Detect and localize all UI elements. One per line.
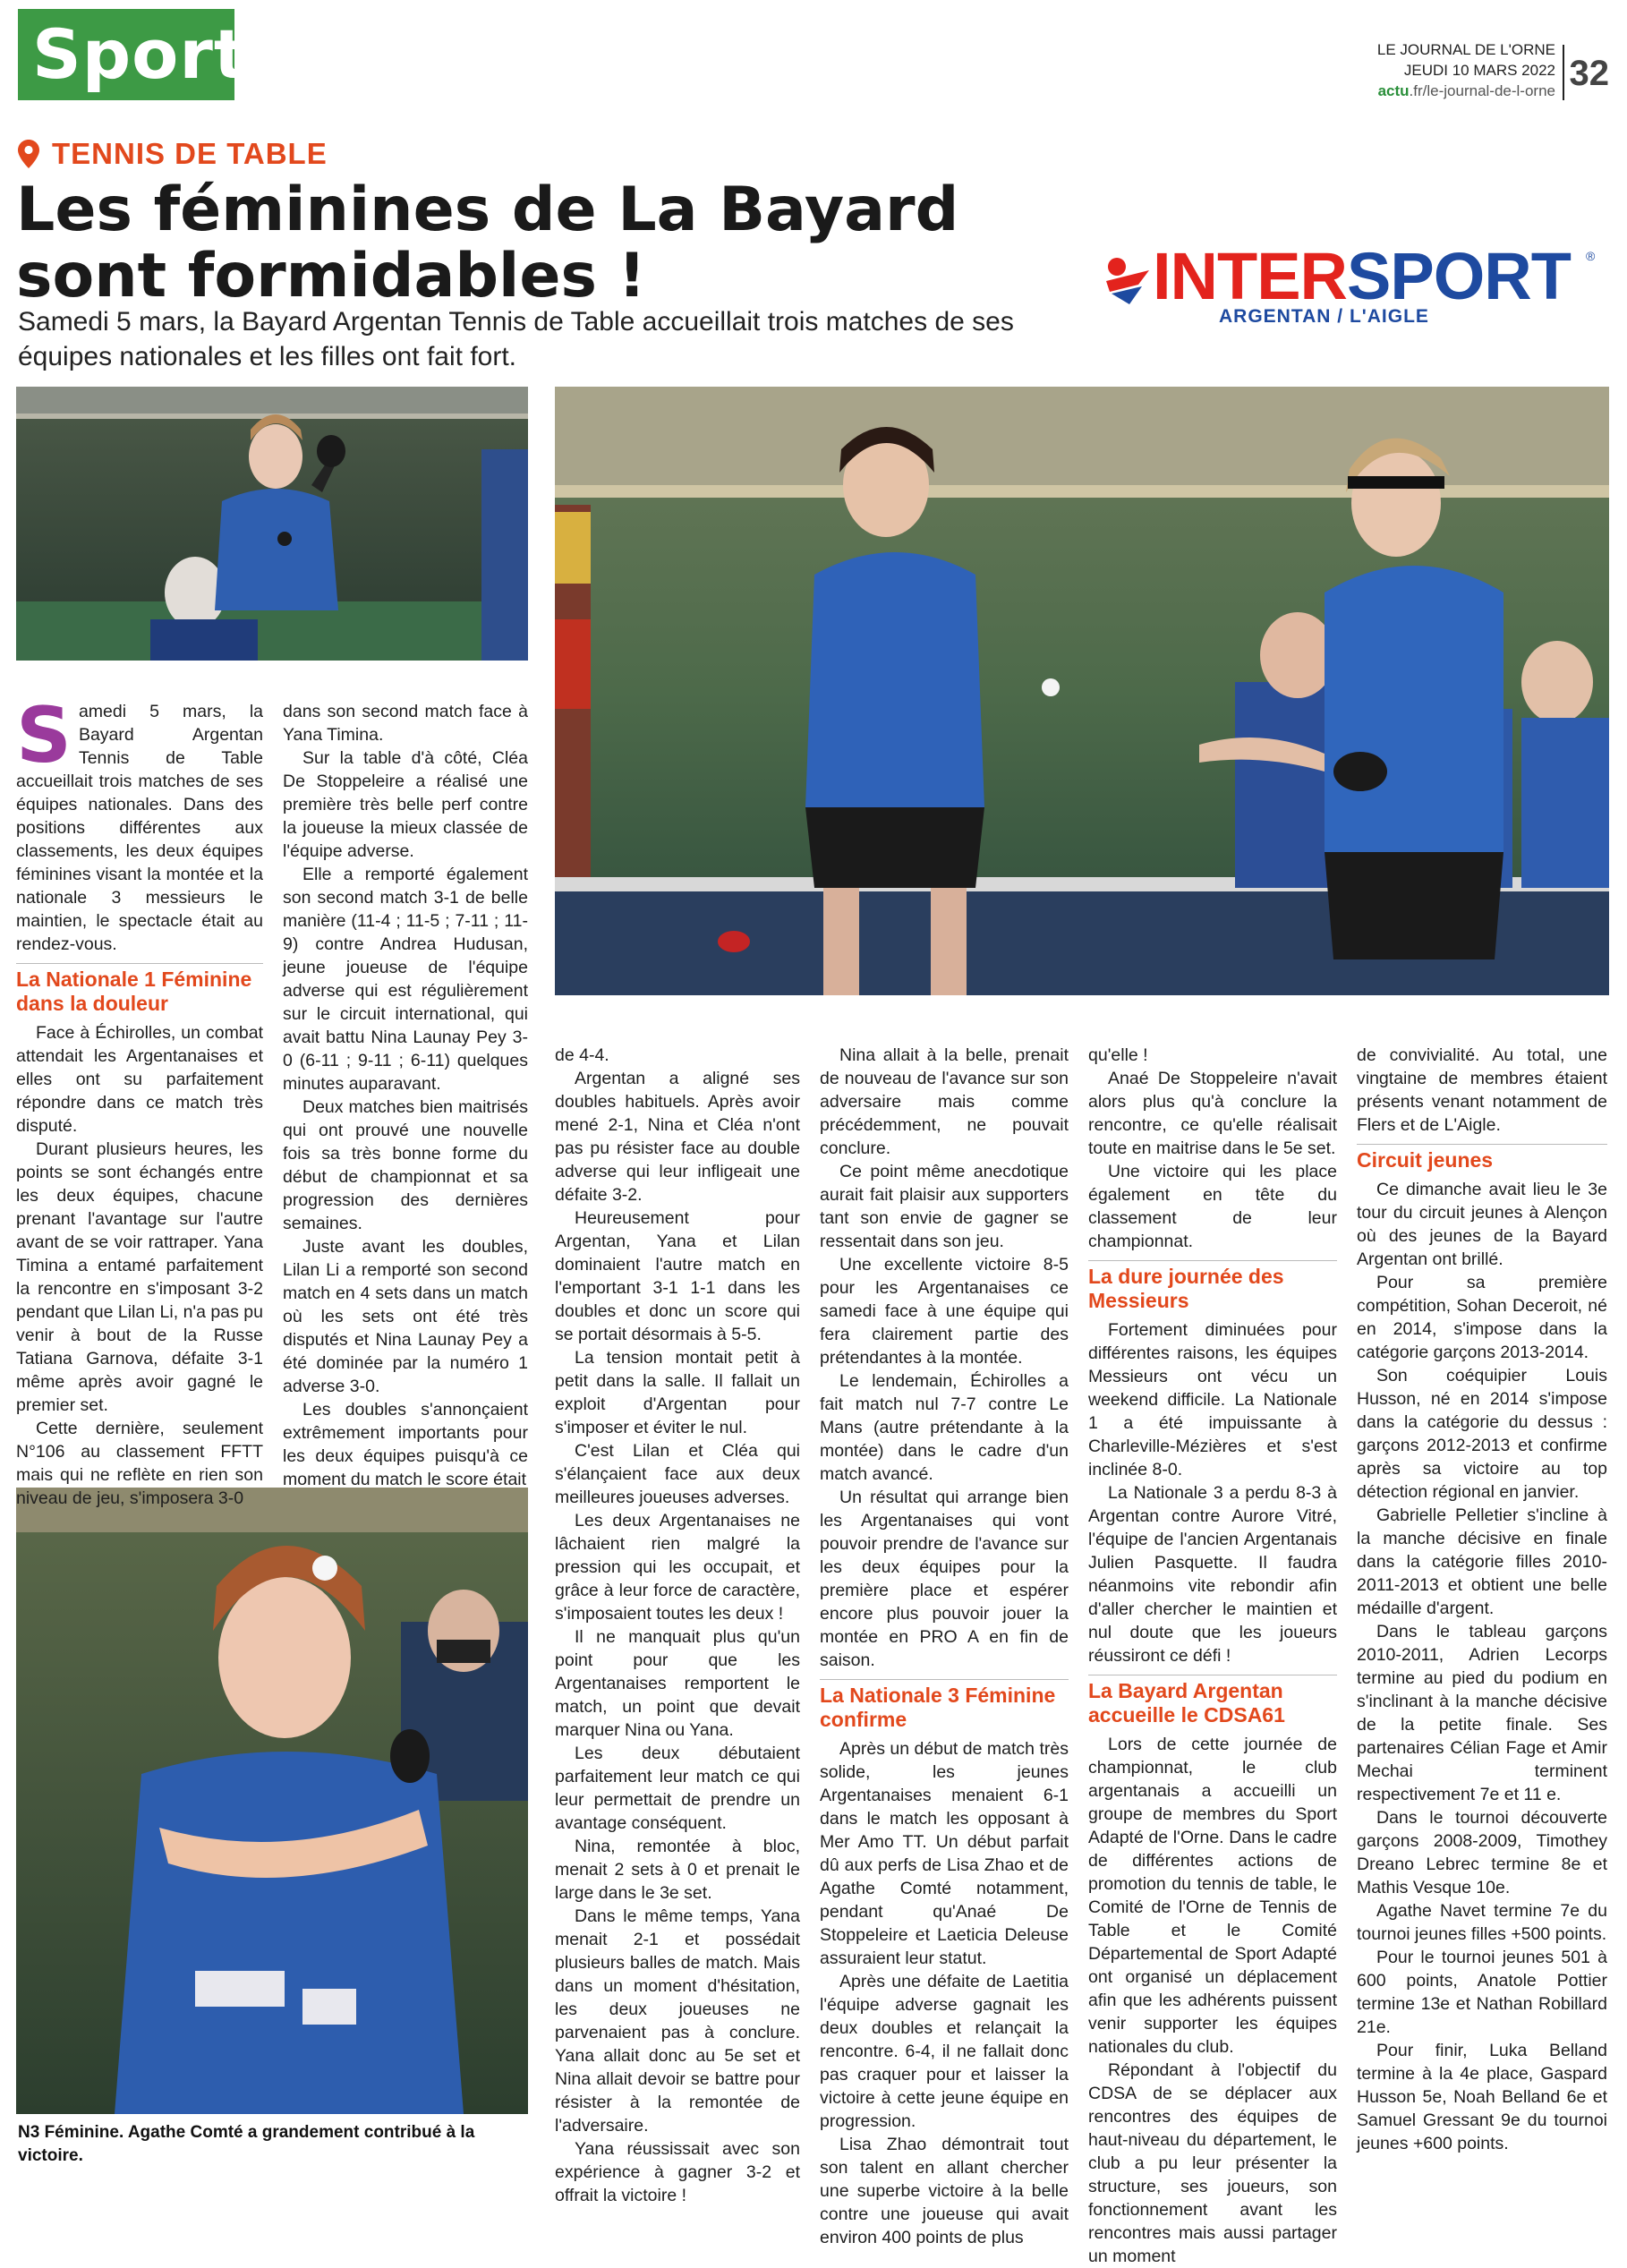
paragraph-text: C'est Lilan et Cléa qui s'élançaient face aux deux meilleures joueuses adverses. — [555, 1441, 800, 1507]
paragraph-text: Yana réussissait avec son expérience à gagner 3-2 et offrait la victoire ! — [555, 2139, 800, 2205]
paragraph-text: Pour finir, Luka Belland termine à la 4e place, Gaspard Husson 5e, Noah Belland 6e et Samuel Gressant 9e du tournoi jeunes +600 points. — [1357, 2041, 1607, 2153]
website-link[interactable] — [1377, 81, 1555, 101]
headline-line-1: Les féminines de La Bayard — [16, 175, 959, 245]
paragraph-text: Deux matches bien maitrisés qui ont prouvé une nouvelle fois sa très bonne forme du début de championnat et sa progression des dernières semaines. — [283, 1097, 528, 1233]
paragraph-text: Juste avant les doubles, Lilan Li a remporté son second match en 4 sets dans un match où les sets ont été très disputés et Nina Launay Pey a été dominée par la numéro 1 adverse 3-0. — [283, 1237, 528, 1396]
paragraph — [1088, 2059, 1337, 2268]
headline-line-2: sont formidables ! — [16, 241, 646, 311]
paragraph-text: Son coéquipier Louis Husson, né en 2014 s'impose dans la catégorie du dessus : garçons 2012-2013 et confirme après sa victoire au top détection régional en janvier. — [1357, 1366, 1607, 1502]
photo-caption: N3 Féminine. Agathe Comté a grandement contribué à la victoire. — [18, 2123, 475, 2165]
paragraph — [820, 1737, 1069, 1970]
paragraph-text: Durant plusieurs heures, les points se sont échangés entre les deux équipes, chacune prenant l'avantage sur l'autre avant de se voir rattraper. Yana Timina a entamé parfaitement la rencontre en s'imposant 3-2 pendant que Lilan Li, n'a pas pu venir à bout de la Russe Tatiana Garnova, défaite 3-1 même après avoir gagné le premier set. — [16, 1139, 263, 1415]
newspaper-name: LE JOURNAL DE L'ORNE — [1376, 41, 1555, 58]
paragraph-text: Lors de cette journée de championnat, le club argentanais a accueilli un groupe de membres du Sport Adapté de l'Orne. Dans le cadre de différentes actions de promotion du tennis de table, le Comité de l'Orne de Tennis de Table et le Comité Départemental de Sport Adapté ont organisé un déplacement afin que les adhérents puissent venir supporter les équipes nationales du club. — [1088, 1735, 1337, 2057]
paragraph-text: Heureusement pour Argentan, Yana et Lilan dominaient l'autre match en l'emportant 3-1 1-1 dans les doubles et donc un score qui se portait désormais à 5-5. — [555, 1208, 800, 1344]
paragraph — [555, 1067, 800, 1206]
paragraph — [555, 1439, 800, 1509]
paragraph — [1088, 1481, 1337, 1667]
article-column-2 — [283, 700, 528, 1488]
paragraph-text: Gabrielle Pelletier s'incline à la manche décisive en finale dans la catégorie filles 2010-2011-2013 et obtient une belle médaille d'argent. — [1357, 1505, 1607, 1618]
standfirst: Samedi 5 mars, la Bayard Argentan Tennis de Table accueillait trois matches de ses équipes nationales et les filles ont fait fort. — [18, 307, 1014, 371]
subheading: La Nationale 1 Féminine dans la douleur — [16, 963, 263, 1016]
intersport-ad-logo[interactable] — [1103, 239, 1597, 335]
rubric — [18, 136, 328, 172]
paragraph-text: Une victoire qui les place également en tête du classement de leur championnat. — [1088, 1162, 1337, 1251]
paragraph-text: Les deux débutaient parfaitement leur match ce qui leur permettait de prendre un avantage conséquent. — [555, 1744, 800, 1833]
paragraph-text: La Nationale 3 a perdu 8-3 à Argentan contre Aurore Vitré, l'équipe de l'ancien Argentanais Julien Pasquette. Il faudra néanmoins vite rebondir afin d'aller chercher le maintien et nul doute que les joueurs réussiront ce défi ! — [1088, 1483, 1337, 1666]
paragraph — [820, 1369, 1069, 1486]
paragraph-text: Un résultat qui arrange bien les Argentanaises qui vont pouvoir prendre de l'avance sur les deux équipes pour la première place et espérer encore plus pouvoir jouer la montée en PRO A en fin de saison. — [820, 1488, 1069, 1670]
paragraph-text: amedi 5 mars, la Bayard Argentan Tennis de Table accueillait trois matches de ses équipes nationales. Dans des positions différentes aux classements, les deux équipes féminines visant la montée et la nationale 3 messieurs le maintien, le spectacle était au rendez-vous. — [16, 702, 263, 954]
paragraph — [16, 1417, 263, 1510]
paragraph — [1357, 2039, 1607, 2155]
paragraph-text: Face à Échirolles, un combat attendait les Argentanaises et elles ont su parfaitement répondre dans ce match très disputé. — [16, 1023, 263, 1136]
article-column-5 — [1088, 1044, 1337, 2266]
issue-date: JEUDI 10 MARS 2022 — [1403, 62, 1555, 79]
paragraph-text: Une excellente victoire 8-5 pour les Argentanaises ce samedi face à une équipe qui fera clairement partie des prétendantes à la montée. — [820, 1255, 1069, 1368]
paragraph — [555, 2137, 800, 2207]
paragraph-text: de convivialité. Au total, une vingtaine de membres étaient présents venant notamment de Flers et de L'Aigle. — [1357, 1045, 1607, 1135]
paragraph-text: Dans le tableau garçons 2010-2011, Adrien Lecorps termine au pied du podium en s'inclinant à la manche décisive de la petite finale. Ses partenaires Célian Fage et Amir Mechai terminent respectivement 7e et 11 e. — [1357, 1622, 1607, 1804]
paragraph-text: dans son second match face à Yana Timina. — [283, 702, 528, 745]
paragraph — [555, 1044, 800, 1067]
paragraph — [283, 863, 528, 1096]
paragraph — [1357, 1806, 1607, 1899]
site-domain: actu — [1377, 82, 1410, 99]
paragraph — [555, 1206, 800, 1346]
paragraph-text: Pour sa première compétition, Sohan Deceroit, né en 2014, s'impose dans la catégorie garçons 2013-2014. — [1357, 1273, 1607, 1362]
paragraph — [820, 1970, 1069, 2133]
paragraph — [820, 1486, 1069, 1672]
paragraph — [1088, 1733, 1337, 2059]
subheading: La Bayard Argentan accueille le CDSA61 — [1088, 1675, 1337, 1727]
paragraph — [555, 1905, 800, 2137]
paragraph — [555, 1346, 800, 1439]
paragraph-text: Anaé De Stoppeleire n'avait alors plus qu'à conclure la rencontre, ce qu'elle réalisait toute en maitrise dans le 5e set. — [1088, 1069, 1337, 1158]
paragraph-text: Argentan a aligné ses doubles habituels. Après avoir mené 2-1, Nina et Cléa n'ont pas pu résister face au double adverse qui leur infligeait une défaite 3-2. — [555, 1069, 800, 1205]
paragraph-text: Répondant à l'objectif du CDSA de se déplacer aux rencontres des équipes de haut-niveau du département, le club a pu leur présenter la structure, ses joueurs, son fonctionnement avant les rencontres mais aussi partager un moment — [1088, 2060, 1337, 2266]
paragraph-text: Les doubles s'annonçaient extrêmement importants pour les deux équipes puisqu'à ce moment du match le score était — [283, 1400, 528, 1489]
paragraph — [555, 1625, 800, 1742]
paragraph-text: Pour le tournoi jeunes 501 à 600 points, Anatole Pottier termine 13e et Nathan Robillard 21e. — [1357, 1948, 1607, 2037]
masthead-divider — [1563, 45, 1564, 100]
paragraph-text: Il ne manquait plus qu'un point pour que les Argentanaises remportent le match, un point que devait marquer Nina ou Yana. — [555, 1627, 800, 1740]
masthead — [1377, 39, 1555, 101]
paragraph — [1357, 1620, 1607, 1806]
paragraph-text: Ce point même anecdotique aurait fait plaisir aux supporters tant son envie de gagner se ressentait dans son jeu. — [820, 1162, 1069, 1251]
paragraph-text: Fortement diminuées pour différentes raisons, les équipes Messieurs ont vécu un weekend difficile. La Nationale 1 a été impuissante à Charleville-Mézières et s'est inclinée 8-0. — [1088, 1320, 1337, 1479]
paragraph-text: Après un début de match très solide, les jeunes Argentanaises menaient 6-1 dans le match les opposant à Mer Amo TT. Un début parfait dû aux perfs de Lisa Zhao et de Agathe Comté notamment, pendant qu'Anaé De Stoppeleire et Laeticia Deleuse assuraient leur statut. — [820, 1739, 1069, 1968]
paragraph — [820, 2133, 1069, 2249]
paragraph-text: Les deux Argentanaises ne lâchaient rien malgré la pression qui les occupait, et grâce à leur force de caractère, s'imposaient toutes les deux ! — [555, 1511, 800, 1624]
subheading: Circuit jeunes — [1357, 1144, 1607, 1172]
section-badge: Sport — [18, 9, 234, 100]
paragraph-text: Elle a remporté également son second match 3-1 de belle manière (11-4 ; 11-5 ; 7-11 ; 11-9) contre Andrea Hudusan, jeune joueuse de l'équipe adverse qui est régulièrement sur le circuit international, qui avait battu Nina Launay Pey 3-0 (6-11 ; 9-11 ; 6-11) quelques minutes auparavant. — [283, 865, 528, 1094]
paragraph — [1088, 1067, 1337, 1160]
page-number: 32 — [1569, 54, 1609, 93]
paragraph — [1088, 1044, 1337, 1067]
brand-part-inter: INTER — [1153, 239, 1347, 313]
intersport-subtitle: ARGENTAN / L'AIGLE — [1219, 306, 1429, 327]
intersport-wordmark — [1153, 238, 1571, 314]
subheading: La Nationale 3 Féminine confirme — [820, 1679, 1069, 1732]
paragraph-text: La tension montait petit à petit dans la salle. Il fallait un exploit d'Argentan pour s'imposer et éviter le nul. — [555, 1348, 800, 1437]
paragraph — [820, 1253, 1069, 1369]
paragraph-text: Dans le tournoi découverte garçons 2008-2009, Timothey Dreano Lebrec termine 8e et Mathis Vesque 10e. — [1357, 1808, 1607, 1897]
subheading: La dure journée des Messieurs — [1088, 1260, 1337, 1313]
paragraph-text: Lisa Zhao démontrait tout son talent en allant chercher une superbe victoire à la belle contre une joueuse qui avait environ 400 points de plus — [820, 2135, 1069, 2247]
paragraph — [1088, 1160, 1337, 1253]
map-pin-icon — [18, 140, 39, 168]
headline — [16, 177, 1054, 310]
article-column-1 — [16, 691, 263, 1508]
paragraph — [1357, 1899, 1607, 1946]
paragraph-text: Ce dimanche avait lieu le 3e tour du circuit jeunes à Alençon où des jeunes de la Bayard Argentan ont brillé. — [1357, 1180, 1607, 1269]
brand-part-sport: SPORT — [1347, 239, 1571, 313]
paragraph-text: Cette dernière, seulement N°106 au classement FFTT mais qui ne reflète en rien son niveau de jeu, s'imposera 3-0 — [16, 1419, 263, 1508]
paragraph — [16, 1021, 263, 1138]
photo-doubles-pair — [555, 387, 1609, 995]
paragraph — [1357, 1178, 1607, 1271]
paragraph — [1357, 1271, 1607, 1364]
paragraph-text: Nina, remontée à bloc, menait 2 sets à 0 et prenait le large dans le 3e set. — [555, 1837, 800, 1903]
paragraph — [555, 1835, 800, 1905]
paragraph-text: de 4-4. — [555, 1045, 609, 1065]
paragraph — [283, 700, 528, 746]
paragraph — [820, 1160, 1069, 1253]
registered-mark: ® — [1586, 249, 1596, 263]
paragraph-text: Sur la table d'à côté, Cléa De Stoppeleire a réalisé une première très belle perf contre la joueuse la mieux classée de l'équipe adverse. — [283, 748, 528, 861]
paragraph — [283, 1096, 528, 1235]
paragraph — [283, 746, 528, 863]
paragraph — [555, 1509, 800, 1625]
intersport-mark-icon — [1103, 254, 1153, 308]
article-column-3 — [555, 1044, 800, 2205]
photo-agathe-comte — [16, 1488, 528, 2114]
paragraph — [283, 1235, 528, 1398]
site-path: .fr/le-journal-de-l-orne — [1409, 82, 1555, 99]
drop-cap: S — [16, 691, 72, 780]
article-column-4 — [820, 1044, 1069, 2247]
paragraph — [1357, 1504, 1607, 1620]
paragraph — [1357, 1044, 1607, 1137]
paragraph-text: qu'elle ! — [1088, 1045, 1148, 1065]
rubric-label: TENNIS DE TABLE — [52, 137, 328, 170]
paragraph — [1357, 1946, 1607, 2039]
paragraph — [555, 1742, 800, 1835]
paragraph — [16, 691, 263, 956]
paragraph-text: Le lendemain, Échirolles a fait match nul 7-7 contre Le Mans (autre prétendante à la montée) dans le cadre d'un match avancé. — [820, 1371, 1069, 1484]
paragraph — [16, 1138, 263, 1417]
paragraph-text: Nina allait à la belle, prenait de nouveau de l'avance sur son adversaire mais comme précédemment, ne pouvait conclure. — [820, 1045, 1069, 1158]
paragraph-text: Agathe Navet termine 7e du tournoi jeunes filles +500 points. — [1357, 1901, 1607, 1944]
paragraph — [283, 1398, 528, 1491]
paragraph-text: Après une défaite de Laetitia l'équipe adverse gagnait les deux doubles et relançait la rencontre. 6-4, il ne fallait donc pas craquer pour et laisser la victoire à cette jeune équipe en progression. — [820, 1972, 1069, 2131]
paragraph-text: Dans le même temps, Yana menait 2-1 et possédait plusieurs balles de match. Mais dans un moment d'hésitation, les deux joueuses ne parvenaient pas à conclure. Yana allait donc au 5e set et Nina allait devoir se battre pour résister à la remontée de l'adversaire. — [555, 1906, 800, 2136]
paragraph — [1088, 1318, 1337, 1481]
paragraph — [1357, 1364, 1607, 1504]
photo-player-serving — [16, 387, 528, 661]
article-column-6 — [1357, 1044, 1607, 2177]
paragraph — [820, 1044, 1069, 1160]
